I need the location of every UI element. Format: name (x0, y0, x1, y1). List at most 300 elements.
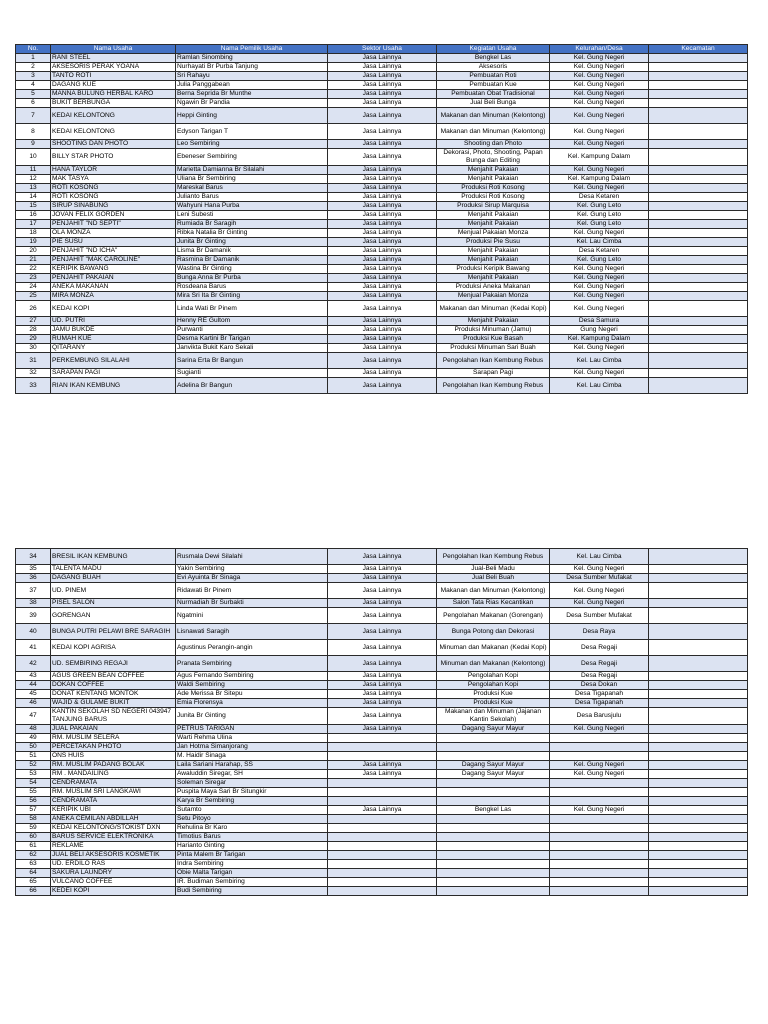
cell-nama-pemilik: Evi Ayuinta Br Sinaga (176, 574, 328, 583)
cell-no: 49 (16, 734, 51, 743)
table-row (16, 247, 748, 256)
cell-no: 1 (16, 54, 51, 63)
cell-nama-usaha: PENJAHIT PAKAIAN (51, 274, 176, 283)
cell-nama-usaha: KERIPIK BAWANG (51, 265, 176, 274)
cell-kecamatan (649, 274, 748, 283)
header-nama-usaha: Nama Usaha (51, 45, 176, 54)
cell-kelurahan-desa: Kel. Gung Negeri (550, 265, 649, 274)
cell-kegiatan-usaha: Menjahit Pakaian (437, 211, 550, 220)
table-row (16, 140, 748, 149)
table-row (16, 672, 748, 681)
cell-kecamatan (649, 211, 748, 220)
cell-nama-pemilik: Ridawati Br Pinem (176, 583, 328, 599)
cell-sektor-usaha: Jasa Lainnya (328, 326, 437, 335)
cell-nama-usaha: WAJID & GULAME BUKIT (51, 699, 176, 708)
cell-kegiatan-usaha: Jual-Beli Madu (437, 565, 550, 574)
cell-nama-pemilik: Sutamto (176, 806, 328, 815)
cell-no: 34 (16, 549, 51, 565)
cell-nama-usaha: OLA MONZA (51, 229, 176, 238)
cell-sektor-usaha: Jasa Lainnya (328, 574, 437, 583)
table-row (16, 815, 748, 824)
cell-nama-usaha: KEDAI KOPI (51, 301, 176, 317)
cell-kelurahan-desa: Kel. Gung Negeri (550, 761, 649, 770)
cell-kecamatan (649, 699, 748, 708)
cell-nama-pemilik: Agus Fernando Sembiring (176, 672, 328, 681)
cell-kelurahan-desa: Kel. Gung Negeri (550, 806, 649, 815)
cell-no: 10 (16, 149, 51, 166)
cell-kecamatan (649, 193, 748, 202)
cell-nama-usaha: UD. ERDILO RAS (51, 860, 176, 869)
cell-no: 46 (16, 699, 51, 708)
cell-kegiatan-usaha (437, 743, 550, 752)
cell-kegiatan-usaha: Produksi Kue (437, 699, 550, 708)
cell-nama-pemilik: Indra Sembiring (176, 860, 328, 869)
cell-sektor-usaha (328, 752, 437, 761)
cell-sektor-usaha: Jasa Lainnya (328, 353, 437, 369)
header-nama-pemilik: Nama Pemilik Usaha (176, 45, 328, 54)
cell-sektor-usaha (328, 842, 437, 851)
cell-no: 60 (16, 833, 51, 842)
cell-sektor-usaha: Jasa Lainnya (328, 369, 437, 378)
cell-sektor-usaha: Jasa Lainnya (328, 708, 437, 725)
table-row (16, 184, 748, 193)
cell-kecamatan (649, 690, 748, 699)
cell-no: 19 (16, 238, 51, 247)
cell-nama-usaha: GORENGAN (51, 608, 176, 624)
cell-kecamatan (649, 378, 748, 394)
cell-kelurahan-desa: Gung Negeri (550, 326, 649, 335)
cell-kelurahan-desa: Desa Regaji (550, 672, 649, 681)
cell-kelurahan-desa: Kel. Gung Negeri (550, 565, 649, 574)
table-row (16, 99, 748, 108)
cell-kecamatan (649, 335, 748, 344)
table-row (16, 656, 748, 672)
cell-kegiatan-usaha (437, 878, 550, 887)
cell-nama-pemilik: Leni Subesti (176, 211, 328, 220)
cell-sektor-usaha: Jasa Lainnya (328, 229, 437, 238)
header-sektor-usaha: Sektor Usaha (328, 45, 437, 54)
cell-sektor-usaha: Jasa Lainnya (328, 63, 437, 72)
cell-nama-usaha: MAK TASYA (51, 175, 176, 184)
cell-kelurahan-desa: Kel. Kampung Dalam (550, 149, 649, 166)
cell-nama-pemilik: Junita Br Ginting (176, 238, 328, 247)
cell-kelurahan-desa: Desa Dokan (550, 681, 649, 690)
cell-kegiatan-usaha: Pengolahan Ikan Kembung Rebus (437, 549, 550, 565)
cell-sektor-usaha: Jasa Lainnya (328, 549, 437, 565)
cell-no: 13 (16, 184, 51, 193)
cell-sektor-usaha: Jasa Lainnya (328, 301, 437, 317)
cell-sektor-usaha: Jasa Lainnya (328, 193, 437, 202)
cell-no: 45 (16, 690, 51, 699)
cell-kelurahan-desa: Kel. Gung Negeri (550, 599, 649, 608)
cell-kegiatan-usaha: Bengkel Las (437, 806, 550, 815)
cell-nama-pemilik: M. Haidir Sinaga (176, 752, 328, 761)
cell-kelurahan-desa: Desa Ketaren (550, 247, 649, 256)
cell-kecamatan (649, 317, 748, 326)
cell-sektor-usaha: Jasa Lainnya (328, 292, 437, 301)
cell-no: 36 (16, 574, 51, 583)
cell-kegiatan-usaha: Pengolahan Makanan (Gorengan) (437, 608, 550, 624)
cell-sektor-usaha: Jasa Lainnya (328, 283, 437, 292)
cell-kecamatan (649, 220, 748, 229)
table-row (16, 202, 748, 211)
cell-kegiatan-usaha (437, 833, 550, 842)
cell-kegiatan-usaha: Menjual Pakaian Monza (437, 292, 550, 301)
cell-sektor-usaha: Jasa Lainnya (328, 599, 437, 608)
cell-kecamatan (649, 743, 748, 752)
cell-sektor-usaha: Jasa Lainnya (328, 108, 437, 124)
cell-sektor-usaha: Jasa Lainnya (328, 90, 437, 99)
cell-kelurahan-desa: Desa Tigapanah (550, 690, 649, 699)
cell-nama-pemilik: Wahyuni Hana Purba (176, 202, 328, 211)
cell-nama-usaha: RANI STEEL (51, 54, 176, 63)
cell-no: 20 (16, 247, 51, 256)
table-row (16, 624, 748, 640)
cell-no: 61 (16, 842, 51, 851)
cell-no: 9 (16, 140, 51, 149)
cell-nama-pemilik: Sarina Erta Br Bangun (176, 353, 328, 369)
cell-kecamatan (649, 656, 748, 672)
cell-sektor-usaha: Jasa Lainnya (328, 140, 437, 149)
table-row (16, 743, 748, 752)
cell-sektor-usaha: Jasa Lainnya (328, 672, 437, 681)
cell-no: 65 (16, 878, 51, 887)
cell-kecamatan (649, 583, 748, 599)
cell-kecamatan (649, 599, 748, 608)
cell-kelurahan-desa (550, 797, 649, 806)
cell-kecamatan (649, 734, 748, 743)
cell-kelurahan-desa: Kel. Gung Negeri (550, 184, 649, 193)
cell-nama-pemilik: Rosdeana Barus (176, 283, 328, 292)
table-row (16, 887, 748, 896)
cell-sektor-usaha (328, 743, 437, 752)
umkm-table-page-2 (15, 548, 748, 896)
cell-nama-pemilik: Sugianti (176, 369, 328, 378)
cell-kegiatan-usaha: Menjahit Pakaian (437, 274, 550, 283)
table-row (16, 583, 748, 599)
cell-nama-pemilik: Rusmala Dewi Silalahi (176, 549, 328, 565)
cell-nama-usaha: TANTO ROTI (51, 72, 176, 81)
cell-no: 56 (16, 797, 51, 806)
cell-nama-pemilik: Nurhayati Br Purba Tanjung (176, 63, 328, 72)
cell-no: 58 (16, 815, 51, 824)
cell-nama-pemilik: Desma Kartini Br Tarigan (176, 335, 328, 344)
cell-kecamatan (649, 81, 748, 90)
cell-no: 39 (16, 608, 51, 624)
cell-no: 54 (16, 779, 51, 788)
cell-no: 59 (16, 824, 51, 833)
cell-nama-pemilik: Julia Panggabean (176, 81, 328, 90)
cell-kelurahan-desa (550, 734, 649, 743)
cell-kecamatan (649, 708, 748, 725)
cell-kegiatan-usaha: Menjual Pakaian Monza (437, 229, 550, 238)
cell-sektor-usaha (328, 788, 437, 797)
table-row (16, 725, 748, 734)
cell-sektor-usaha: Jasa Lainnya (328, 770, 437, 779)
cell-sektor-usaha: Jasa Lainnya (328, 378, 437, 394)
cell-sektor-usaha: Jasa Lainnya (328, 184, 437, 193)
cell-kelurahan-desa: Kel. Gung Leto (550, 256, 649, 265)
cell-kelurahan-desa: Kel. Gung Negeri (550, 63, 649, 72)
cell-kegiatan-usaha (437, 824, 550, 833)
cell-nama-pemilik: Agustinus Perangin-angin (176, 640, 328, 656)
cell-no: 52 (16, 761, 51, 770)
table-row (16, 238, 748, 247)
cell-kegiatan-usaha: Bengkel Las (437, 54, 550, 63)
cell-kegiatan-usaha (437, 779, 550, 788)
cell-nama-pemilik: Nurmadiah Br Surbakti (176, 599, 328, 608)
cell-nama-usaha: JUAL PAKAIAN (51, 725, 176, 734)
cell-kecamatan (649, 247, 748, 256)
cell-kecamatan (649, 681, 748, 690)
table-row (16, 72, 748, 81)
table-row (16, 108, 748, 124)
header-no: No. (16, 45, 51, 54)
cell-kecamatan (649, 725, 748, 734)
header-kecamatan: Kecamatan (649, 45, 748, 54)
cell-nama-usaha: RM . MANDAILING (51, 770, 176, 779)
cell-kelurahan-desa: Kel. Gung Negeri (550, 90, 649, 99)
cell-kegiatan-usaha: Salon Tata Rias Kecantikan (437, 599, 550, 608)
cell-no: 43 (16, 672, 51, 681)
cell-sektor-usaha: Jasa Lainnya (328, 656, 437, 672)
cell-kelurahan-desa: Kel. Lau Cimba (550, 238, 649, 247)
cell-kegiatan-usaha: Minuman dan Makanan (Kelontong) (437, 656, 550, 672)
cell-nama-usaha: PISEL SALON (51, 599, 176, 608)
cell-sektor-usaha (328, 824, 437, 833)
cell-kecamatan (649, 175, 748, 184)
table-row (16, 90, 748, 99)
table-body (16, 549, 748, 896)
cell-nama-usaha: DAGANG BUAH (51, 574, 176, 583)
table-row (16, 806, 748, 815)
table-row (16, 326, 748, 335)
cell-no: 37 (16, 583, 51, 599)
cell-no: 51 (16, 752, 51, 761)
cell-nama-usaha: JUAL BELI AKSESORIS KOSMETIK (51, 851, 176, 860)
table-row (16, 301, 748, 317)
cell-kelurahan-desa: Kel. Gung Negeri (550, 770, 649, 779)
cell-nama-pemilik: Jan Hotma Simanjorang (176, 743, 328, 752)
cell-kegiatan-usaha: Pengolahan Kopi (437, 672, 550, 681)
cell-no: 22 (16, 265, 51, 274)
cell-kegiatan-usaha (437, 734, 550, 743)
cell-sektor-usaha (328, 851, 437, 860)
cell-kegiatan-usaha: Makanan dan Minuman (Jajanan Kantin Sekolah) (437, 708, 550, 725)
cell-sektor-usaha: Jasa Lainnya (328, 247, 437, 256)
cell-no: 53 (16, 770, 51, 779)
cell-nama-usaha: KANTIN SEKOLAH SD NEGERI 043947 TANJUNG BARUS (51, 708, 176, 725)
cell-kelurahan-desa: Desa Samura (550, 317, 649, 326)
cell-nama-pemilik: Laila Sariani Harahap, SS (176, 761, 328, 770)
table-row (16, 220, 748, 229)
table-row (16, 81, 748, 90)
cell-no: 40 (16, 624, 51, 640)
cell-kelurahan-desa: Kel. Gung Negeri (550, 124, 649, 140)
cell-nama-pemilik: Edyson Tarigan T (176, 124, 328, 140)
cell-kecamatan (649, 166, 748, 175)
table-row (16, 608, 748, 624)
cell-nama-usaha: SHOOTING DAN PHOTO (51, 140, 176, 149)
cell-kegiatan-usaha (437, 869, 550, 878)
cell-no: 55 (16, 788, 51, 797)
cell-kecamatan (649, 124, 748, 140)
cell-kelurahan-desa (550, 842, 649, 851)
cell-nama-pemilik: Marietta Damianna Br Silalahi (176, 166, 328, 175)
cell-nama-usaha: RUMAH KUE (51, 335, 176, 344)
cell-kelurahan-desa (550, 824, 649, 833)
cell-nama-pemilik: Mira Sri Ita Br Ginting (176, 292, 328, 301)
cell-nama-usaha: REKLAME (51, 842, 176, 851)
cell-kegiatan-usaha: Produksi Keripik Bawang (437, 265, 550, 274)
cell-kecamatan (649, 90, 748, 99)
table-row (16, 752, 748, 761)
cell-nama-usaha: PENJAHIT "ND ICHA" (51, 247, 176, 256)
table-row (16, 699, 748, 708)
cell-no: 50 (16, 743, 51, 752)
cell-nama-pemilik: Warti Rehma Ulina (176, 734, 328, 743)
cell-no: 28 (16, 326, 51, 335)
table-row (16, 265, 748, 274)
cell-kecamatan (649, 565, 748, 574)
cell-kecamatan (649, 672, 748, 681)
cell-sektor-usaha: Jasa Lainnya (328, 681, 437, 690)
cell-kegiatan-usaha: Bunga Potong dan Dekorasi (437, 624, 550, 640)
cell-kegiatan-usaha: Sarapan Pagi (437, 369, 550, 378)
cell-nama-usaha: MANNA BULUNG HERBAL KARO (51, 90, 176, 99)
cell-kegiatan-usaha (437, 788, 550, 797)
cell-nama-pemilik: Wastina Br Ginting (176, 265, 328, 274)
cell-kelurahan-desa: Desa Raya (550, 624, 649, 640)
cell-sektor-usaha: Jasa Lainnya (328, 640, 437, 656)
cell-kelurahan-desa: Kel. Gung Negeri (550, 72, 649, 81)
cell-nama-usaha: JOVAN FELIX GORDEN (51, 211, 176, 220)
cell-kegiatan-usaha: Produksi Sirup Marquisa (437, 202, 550, 211)
cell-nama-pemilik: Obie Malta Tarigan (176, 869, 328, 878)
cell-no: 48 (16, 725, 51, 734)
cell-kelurahan-desa: Desa Barusjulu (550, 708, 649, 725)
cell-kelurahan-desa (550, 752, 649, 761)
cell-no: 66 (16, 887, 51, 896)
cell-kegiatan-usaha: Pembuatan Kue (437, 81, 550, 90)
cell-no: 57 (16, 806, 51, 815)
cell-nama-usaha: PERCETAKAN PHOTO (51, 743, 176, 752)
cell-nama-pemilik: Sri Rahayu (176, 72, 328, 81)
cell-nama-pemilik: Janvikta Bukit Karo Sekali (176, 344, 328, 353)
table-row (16, 175, 748, 184)
cell-kegiatan-usaha: Dagang Sayur Mayur (437, 770, 550, 779)
cell-kecamatan (649, 353, 748, 369)
table-header-row (16, 45, 748, 54)
cell-kegiatan-usaha: Makanan dan Minuman (Kelontong) (437, 583, 550, 599)
table-row (16, 797, 748, 806)
table-row (16, 690, 748, 699)
table-row (16, 549, 748, 565)
table-row (16, 378, 748, 394)
cell-nama-usaha: PERKEMBUNG SILALAHI (51, 353, 176, 369)
cell-sektor-usaha (328, 887, 437, 896)
table-row (16, 211, 748, 220)
table-row (16, 369, 748, 378)
table-row (16, 274, 748, 283)
cell-kegiatan-usaha: Makanan dan Minuman (Kelontong) (437, 108, 550, 124)
table-row (16, 788, 748, 797)
cell-kelurahan-desa: Desa Sumber Mufakat (550, 574, 649, 583)
cell-kegiatan-usaha: Menjahit Pakaian (437, 220, 550, 229)
cell-kelurahan-desa: Kel. Gung Negeri (550, 344, 649, 353)
cell-no: 35 (16, 565, 51, 574)
cell-kelurahan-desa: Kel. Gung Leto (550, 202, 649, 211)
cell-nama-usaha: HANA TAYLOR (51, 166, 176, 175)
cell-sektor-usaha (328, 797, 437, 806)
cell-sektor-usaha: Jasa Lainnya (328, 256, 437, 265)
cell-nama-pemilik: Setu Pitoyo (176, 815, 328, 824)
cell-sektor-usaha: Jasa Lainnya (328, 761, 437, 770)
cell-kecamatan (649, 788, 748, 797)
cell-nama-usaha: CENDRAMATA (51, 779, 176, 788)
cell-kegiatan-usaha: Menjahit Pakaian (437, 256, 550, 265)
cell-kecamatan (649, 574, 748, 583)
cell-sektor-usaha: Jasa Lainnya (328, 344, 437, 353)
cell-nama-pemilik: Timotius Barus (176, 833, 328, 842)
cell-nama-pemilik: Puspita Maya Sari Br Situngkir (176, 788, 328, 797)
cell-nama-pemilik: Berna Seprida Br Munthe (176, 90, 328, 99)
cell-kegiatan-usaha (437, 752, 550, 761)
cell-kelurahan-desa: Desa Ketaren (550, 193, 649, 202)
cell-kelurahan-desa (550, 887, 649, 896)
cell-kecamatan (649, 108, 748, 124)
table-row (16, 166, 748, 175)
cell-nama-usaha: BUNGA PUTRI PELAWI BRE SARAGIH (51, 624, 176, 640)
cell-no: 62 (16, 851, 51, 860)
cell-no: 16 (16, 211, 51, 220)
cell-kelurahan-desa: Kel. Kampung Dalam (550, 335, 649, 344)
cell-kelurahan-desa: Kel. Gung Negeri (550, 166, 649, 175)
cell-sektor-usaha: Jasa Lainnya (328, 317, 437, 326)
table-row (16, 353, 748, 369)
cell-no: 41 (16, 640, 51, 656)
cell-nama-usaha: DOKAN COFFEE (51, 681, 176, 690)
cell-sektor-usaha: Jasa Lainnya (328, 624, 437, 640)
cell-kecamatan (649, 624, 748, 640)
cell-kecamatan (649, 779, 748, 788)
cell-nama-usaha: BILLY STAR PHOTO (51, 149, 176, 166)
cell-no: 23 (16, 274, 51, 283)
table-row (16, 344, 748, 353)
table-row (16, 599, 748, 608)
cell-kecamatan (649, 229, 748, 238)
cell-nama-pemilik: Ade Merissa Br Sitepu (176, 690, 328, 699)
cell-kegiatan-usaha: Dagang Sayur Mayur (437, 725, 550, 734)
cell-sektor-usaha: Jasa Lainnya (328, 54, 437, 63)
cell-kelurahan-desa: Desa Tigapanah (550, 699, 649, 708)
cell-kecamatan (649, 292, 748, 301)
cell-nama-pemilik: Yakin Sembiring (176, 565, 328, 574)
cell-sektor-usaha: Jasa Lainnya (328, 99, 437, 108)
cell-kegiatan-usaha: Produksi Pie Susu (437, 238, 550, 247)
cell-kecamatan (649, 549, 748, 565)
cell-nama-pemilik: Ramlan Sinombing (176, 54, 328, 63)
cell-nama-pemilik: Ngatmini (176, 608, 328, 624)
cell-no: 15 (16, 202, 51, 211)
cell-kecamatan (649, 283, 748, 292)
cell-kecamatan (649, 265, 748, 274)
cell-kelurahan-desa: Kel. Gung Negeri (550, 54, 649, 63)
cell-kegiatan-usaha: Produksi Roti Kosong (437, 193, 550, 202)
cell-kegiatan-usaha: Makanan dan Minuman (Kedai Kopi) (437, 301, 550, 317)
cell-kegiatan-usaha: Menjahit Pakaian (437, 166, 550, 175)
cell-kecamatan (649, 369, 748, 378)
